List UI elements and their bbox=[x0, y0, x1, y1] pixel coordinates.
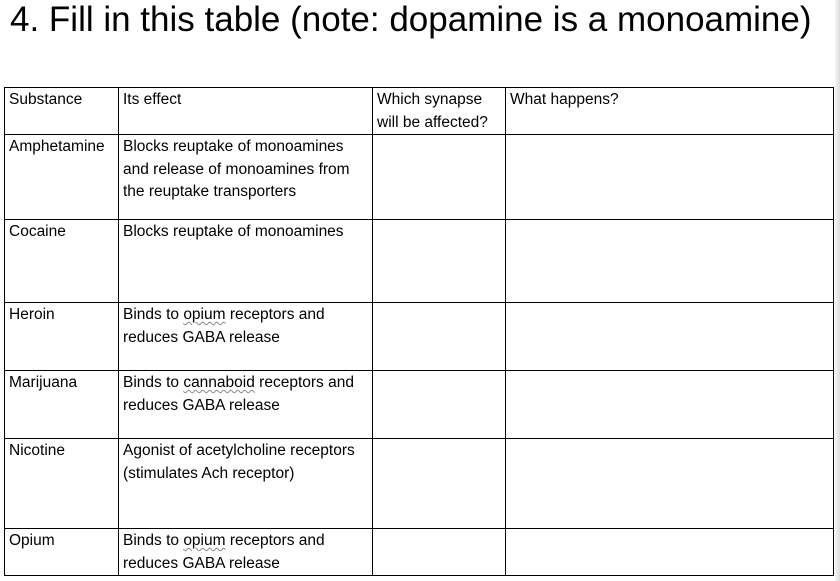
table-row bbox=[5, 371, 834, 439]
synapse-answer-cell[interactable] bbox=[373, 439, 506, 529]
substance-cell: Marijuana bbox=[5, 371, 119, 439]
header-synapse: Which synapse will be affected? bbox=[373, 88, 506, 135]
table-row bbox=[5, 135, 834, 220]
table-row bbox=[5, 220, 834, 303]
effect-text: receptors and reduces GABA release bbox=[123, 306, 325, 346]
table-row bbox=[5, 529, 834, 576]
effect-cell bbox=[119, 371, 373, 439]
effect-text: Binds to bbox=[123, 532, 184, 549]
table-header-row bbox=[5, 88, 834, 135]
header-effect: Its effect bbox=[119, 88, 373, 135]
effect-text: Blocks reuptake of monoamines bbox=[123, 223, 344, 240]
spellcheck-word: opium bbox=[183, 532, 226, 549]
what-happens-answer-cell[interactable] bbox=[506, 303, 834, 371]
synapse-answer-cell[interactable] bbox=[373, 303, 506, 371]
page-edge-shadow bbox=[835, 0, 840, 581]
effect-text: Binds to bbox=[123, 306, 184, 323]
synapse-answer-cell[interactable] bbox=[373, 371, 506, 439]
effect-cell bbox=[119, 303, 373, 371]
synapse-answer-cell[interactable] bbox=[373, 529, 506, 576]
table-row bbox=[5, 303, 834, 371]
effect-text: Blocks reuptake of monoamines and release of monoamines from the reuptake transporters bbox=[123, 138, 350, 200]
what-happens-answer-cell[interactable] bbox=[506, 439, 834, 529]
substance-effects-table bbox=[4, 87, 834, 576]
what-happens-answer-cell[interactable] bbox=[506, 135, 834, 220]
substance-cell: Opium bbox=[5, 529, 119, 576]
substance-cell: Amphetamine bbox=[5, 135, 119, 220]
what-happens-answer-cell[interactable] bbox=[506, 371, 834, 439]
page-title: 4. Fill in this table (note: dopamine is a monoamine) bbox=[10, 0, 812, 39]
substance-cell: Heroin bbox=[5, 303, 119, 371]
header-substance: Substance bbox=[5, 88, 119, 135]
what-happens-answer-cell[interactable] bbox=[506, 529, 834, 576]
synapse-answer-cell[interactable] bbox=[373, 220, 506, 303]
synapse-answer-cell[interactable] bbox=[373, 135, 506, 220]
effect-text: receptors and reduces GABA release bbox=[123, 532, 325, 572]
effect-text: Agonist of acetylcholine receptors (stimulates Ach receptor) bbox=[123, 442, 355, 482]
header-what-happens: What happens? bbox=[506, 88, 834, 135]
what-happens-answer-cell[interactable] bbox=[506, 220, 834, 303]
effect-cell bbox=[119, 220, 373, 303]
effect-cell bbox=[119, 529, 373, 576]
substance-cell: Nicotine bbox=[5, 439, 119, 529]
effect-text: Binds to bbox=[123, 374, 184, 391]
spellcheck-word: opium bbox=[183, 306, 226, 323]
substance-cell: Cocaine bbox=[5, 220, 119, 303]
effect-cell bbox=[119, 439, 373, 529]
effect-text: receptors and reduces GABA release bbox=[123, 374, 354, 414]
table-row bbox=[5, 439, 834, 529]
spellcheck-word: cannaboid bbox=[183, 374, 255, 391]
effect-cell bbox=[119, 135, 373, 220]
